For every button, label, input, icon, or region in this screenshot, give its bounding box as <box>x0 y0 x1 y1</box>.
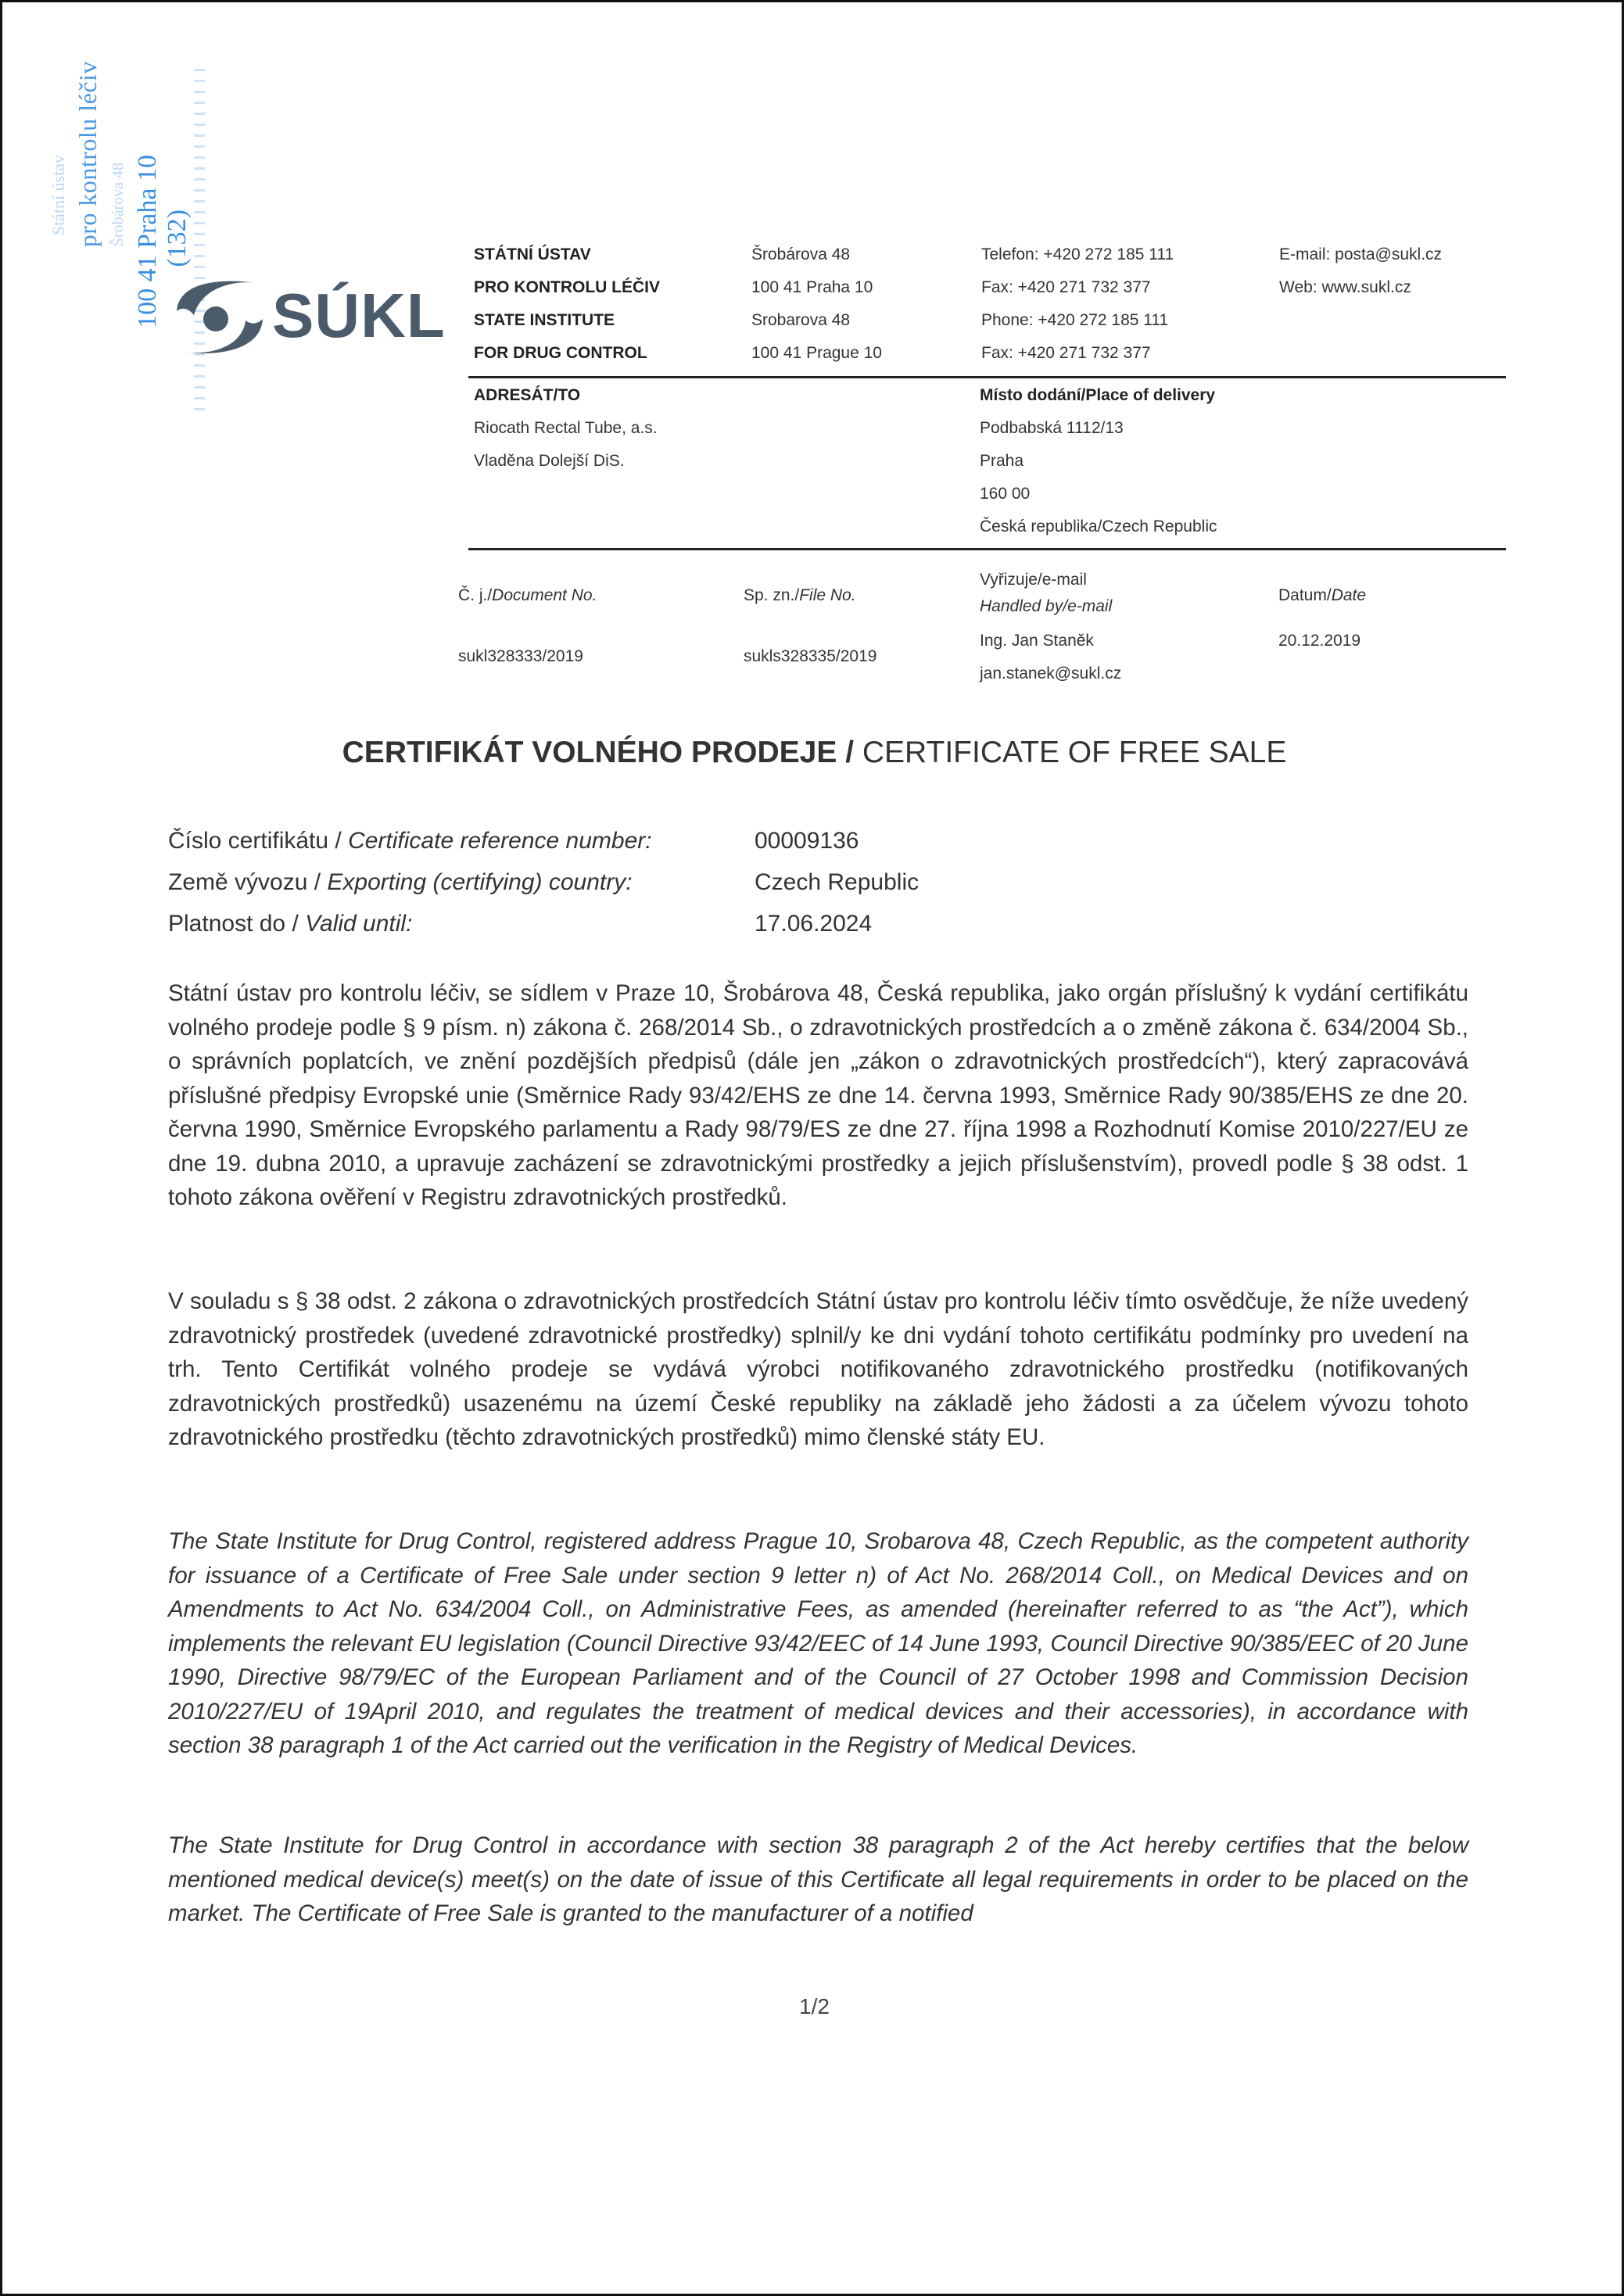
address-cz-2: 100 41 Praha 10 <box>751 278 873 296</box>
paragraph-cz-2: V souladu s § 38 odst. 2 zákona o zdravotnických prostředcích Státní ústav pro kontrolu léčiv tímto osvědčuje, že níže uvedený zdravotnický prostředek (uvedené zdravotnické prostředky) splnil/y ke dni vydání tohoto certifikátu podmínky pro uvedení na trh. Tento Certifikát volného prodeje se vydává výrobci notifikovaného zdravotnického prostředku (notifikovaných zdravotnických prostředků) usazenému na území České republiky na základě jeho žádosti a za účelem vývozu tohoto zdravotnického prostředku (těchto zdravotnických prostředků) mimo členské státy EU. <box>168 1288 1468 1450</box>
date-label: Datum/Date <box>1278 586 1367 604</box>
addressee-person: Vladěna Dolejší DiS. <box>474 452 625 470</box>
header-divider <box>468 376 1506 378</box>
document-number-label: Č. j./Document No. <box>458 586 597 604</box>
addressee-block <box>474 379 658 478</box>
delivery-city: Praha <box>980 452 1024 470</box>
address-en-2: 100 41 Prague 10 <box>751 344 882 362</box>
delivery-label: Místo dodání/Place of delivery <box>980 386 1216 404</box>
document-number-value: sukl328333/2019 <box>458 647 583 665</box>
exporting-country-value: Czech Republic <box>755 869 920 895</box>
page-title <box>2 736 1624 770</box>
official-stamp <box>45 61 192 421</box>
exporting-country-row: Země vývozu / Exporting (certifying) country: Czech Republic <box>168 861 633 904</box>
phone-en: Phone: +420 272 185 111 <box>981 311 1169 329</box>
page-number: 1/2 <box>799 1994 830 2018</box>
org-name-en-1: STATE INSTITUTE <box>474 311 615 329</box>
date-value: 20.12.2019 <box>1278 632 1361 650</box>
file-number-value: sukls328335/2019 <box>744 647 877 665</box>
delivery-country: Česká republika/Czech Republic <box>980 518 1217 535</box>
file-number-label: Sp. zn./File No. <box>744 586 856 604</box>
org-name-en-2: FOR DRUG CONTROL <box>474 344 647 362</box>
address-divider <box>468 548 1506 550</box>
paragraph-cz-1: Státní ústav pro kontrolu léčiv, se sídlem v Praze 10, Šrobárova 48, Česká republika, jako orgán příslušný k vydání certifikátu volného prodeje podle § 9 písm. n) zákona č. 268/2014 Sb., o zdravotnických prostředcích a o změně zákona č. 634/2004 Sb., o správních poplatcích, ve znění pozdějších předpisů (dále jen „zákon o zdravotnických prostředcích“), který zapracovává příslušné předpisy Evropské unie (Směrnice Rady 93/42/EHS ze dne 14. června 1993, Směrnice Rady 90/385/EHS ze dne 20. června 1990, Směrnice Evropského parlamentu a Rady 98/79/ES ze dne 27. října 1998 a Rozhodnutí Komise 2010/227/EU ze dne 19. dubna 2010, a upravuje zacházení se zdravotnickými prostředky a jejich příslušenstvím), provedl podle § 38 odst. 1 tohoto zákona ověření v Registru zdravotnických prostředků. <box>168 980 1468 1210</box>
address-cz-1: Šrobárova 48 <box>751 245 851 263</box>
paragraph-en-1: The State Institute for Drug Control, registered address Prague 10, Srobarova 48, Czech Republic, as the competent authority for issuance of a Certificate of Free Sale under section 9 letter n) of Act No. 268/2014 Coll., on Medical Devices and on Amendments to Act No. 634/2004 Coll., on Administrative Fees, as amended (hereinafter referred to as “the Act”), which implements the relevant EU legislation (Council Directive 93/42/EEC of 14 June 1993, Council Directive 90/385/EEC of 20 June 1990, Directive 98/79/EC of the European Parliament and of the Council of 27 October 1998 and Commission Decision 2010/227/EU of 19April 2010, and regulates the treatment of medical devices and their accessories), in accordance with section 38 paragraph 1 of the Act carried out the verification in the Registry of Medical Devices. <box>168 1528 1468 1758</box>
stamp-line: Šrobárova 48 <box>109 163 127 247</box>
title-cz: CERTIFIKÁT VOLNÉHO PRODEJE / <box>342 736 855 769</box>
addressee-company: Riocath Rectal Tube, a.s. <box>474 419 658 437</box>
institution-address <box>751 238 882 370</box>
org-name-cz-1: STÁTNÍ ÚSTAV <box>474 245 591 263</box>
fax-cz: Fax: +420 271 732 377 <box>981 278 1151 296</box>
fax-en: Fax: +420 271 732 377 <box>981 344 1151 362</box>
certificate-reference-row: Číslo certifikátu / Certificate reference number: 00009136 <box>168 820 652 862</box>
stamp-line: pro kontrolu léčiv <box>73 61 102 248</box>
stamp-line: Státní ústav <box>48 155 68 236</box>
institution-name <box>474 238 660 370</box>
phone-cz: Telefon: +420 272 185 111 <box>981 245 1174 263</box>
institution-contacts <box>1279 238 1442 304</box>
paragraph-en-2: The State Institute for Drug Control in accordance with section 38 paragraph 2 of the Act hereby certifies that the below mentioned medical device(s) meet(s) on the date of issue of this Certificate all legal requirements in order to be placed on the market. The Certificate of Free Sale is granted to the manufacturer of a notified <box>168 1832 1468 1926</box>
email-link[interactable]: E-mail: posta@sukl.cz <box>1279 245 1443 263</box>
logo-wordmark: SÚKL <box>272 281 446 350</box>
handled-by-value <box>980 625 1121 690</box>
delivery-block <box>980 379 1217 543</box>
title-en: CERTIFICATE OF FREE SALE <box>854 736 1287 769</box>
certificate-reference-value: 00009136 <box>755 828 859 854</box>
delivery-zip: 160 00 <box>980 485 1031 503</box>
valid-until-value: 17.06.2024 <box>755 911 873 937</box>
eye-logo-icon <box>170 272 268 362</box>
web-link[interactable]: Web: www.sukl.cz <box>1279 278 1411 296</box>
handler-email[interactable]: jan.stanek@sukl.cz <box>980 664 1122 682</box>
address-en-1: Srobarova 48 <box>751 311 851 329</box>
sukl-logo <box>170 272 446 362</box>
handler-name: Ing. Jan Staněk <box>980 632 1094 650</box>
institution-phones <box>981 238 1174 370</box>
stamp-line: (132) <box>163 210 192 267</box>
org-name-cz-2: PRO KONTROLU LÉČIV <box>474 278 661 296</box>
handled-by-label: Vyřizuje/e-mail Handled by/e-mail <box>980 571 1113 615</box>
valid-until-row: Platnost do / Valid until: 17.06.2024 <box>168 903 412 945</box>
addressee-label: ADRESÁT/TO <box>474 386 581 404</box>
stamp-line: 100 41 Praha 10 <box>133 155 162 328</box>
delivery-street: Podbabská 1112/13 <box>980 419 1124 437</box>
